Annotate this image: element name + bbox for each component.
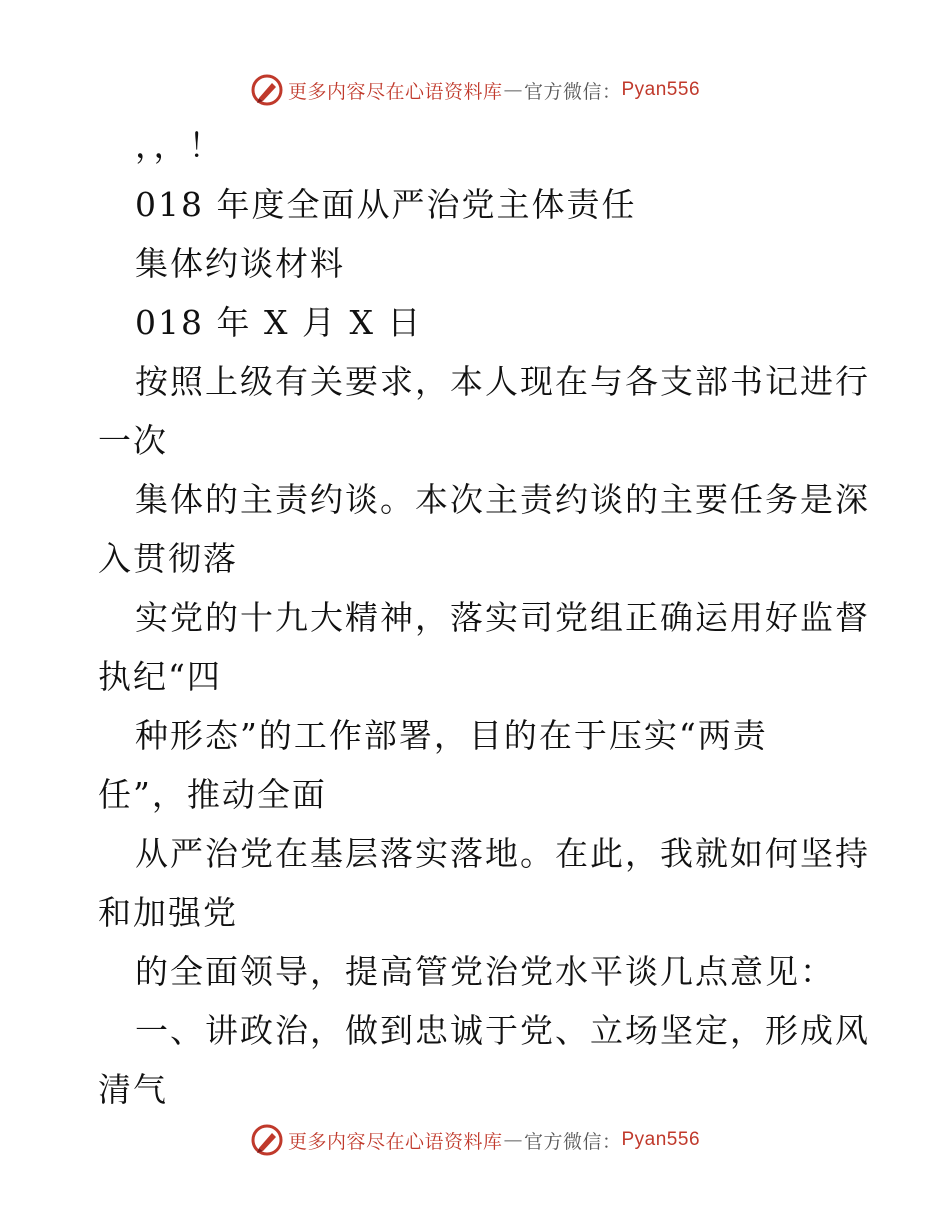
text-line: 种形态”的工作部署，目的在于压实“两责 <box>135 716 768 755</box>
text-line: 实党的十九大精神，落实司党组正确运用好监督 <box>135 598 870 637</box>
text-line: 018 年度全面从严治党主体责任 <box>135 185 637 224</box>
text-line: 清气 <box>98 1070 168 1109</box>
text-line: 集体的主责约谈。本次主责约谈的主要任务是深 <box>135 480 870 519</box>
watermark-dash: — <box>503 1129 523 1151</box>
pen-logo-icon <box>250 1123 284 1157</box>
watermark-wechat-label: 官方微信： <box>523 80 622 103</box>
watermark-dash: — <box>503 79 523 101</box>
text-line: 和加强党 <box>98 893 238 932</box>
watermark-wechat-id: Pyan556 <box>621 79 701 100</box>
footer-watermark <box>0 1120 950 1160</box>
watermark-text: 更多内容尽在心语资料库 <box>287 80 503 103</box>
text-line: 的全面领导，提高管党治党水平谈几点意见： <box>135 952 835 991</box>
text-line: 集体约谈材料 <box>135 244 345 283</box>
watermark-wechat-label: 官方微信： <box>523 1130 622 1153</box>
text-line: 执纪“四 <box>98 657 222 696</box>
text-line: 按照上级有关要求，本人现在与各支部书记进行 <box>135 362 870 401</box>
header-watermark <box>0 70 950 110</box>
text-line: 一次 <box>98 421 168 460</box>
watermark-text: 更多内容尽在心语资料库 <box>287 1130 503 1153</box>
watermark-wechat-id: Pyan556 <box>621 1129 701 1150</box>
text-line: 任”，推动全面 <box>98 775 327 814</box>
text-line: 入贯彻落 <box>98 539 238 578</box>
pen-logo-icon <box>250 73 284 107</box>
document-body <box>98 116 870 1119</box>
text-line: 从严治党在基层落实落地。在此，我就如何坚持 <box>135 834 870 873</box>
text-line: 018 年 X 月 X 日 <box>135 303 423 342</box>
text-line: ，，！ <box>135 126 224 165</box>
text-line: 一、讲政治，做到忠诚于党、立场坚定，形成风 <box>135 1011 870 1050</box>
